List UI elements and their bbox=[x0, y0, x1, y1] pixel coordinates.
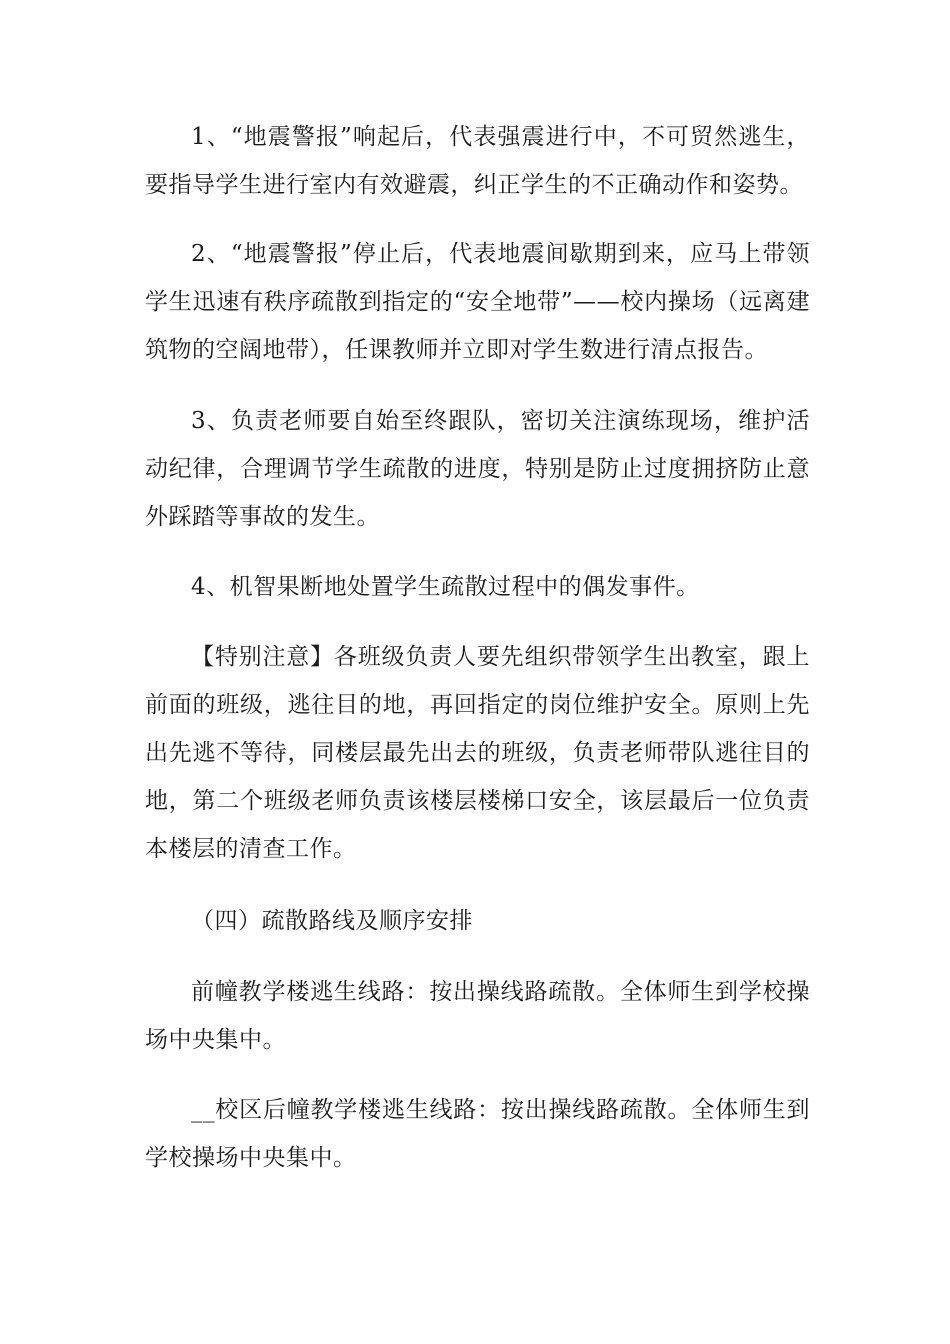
paragraph-rear-building-route: __校区后幢教学楼逃生线路：按出操线路疏散。全体师生到学校操场中央集中。 bbox=[145, 1097, 810, 1171]
paragraph-special-attention: 【特别注意】各班级负责人要先组织带领学生出教室，跟上前面的班级，逃往目的地，再回指定的岗位维护安全。原则上先出先逃不等待，同楼层最先出去的班级，负责老师带队逃往目的地，第二个班级老师负责该楼层楼梯口安全，该层最后一位负责本楼层的清查工作。 bbox=[145, 644, 810, 862]
paragraph-teacher-responsibility: 3、负责老师要自始至终跟队，密切关注演练现场，维护活动纪律，合理调节学生疏散的进度，特别是防止过度拥挤防止意外踩踏等事故的发生。 bbox=[145, 408, 810, 530]
paragraph-front-building-route: 前幢教学楼逃生线路：按出操线路疏散。全体师生到学校操场中央集中。 bbox=[145, 979, 810, 1053]
paragraph-earthquake-alarm-sounding: 1、“地震警报”响起后，代表强震进行中，不可贸然逃生，要指导学生进行室内有效避震，纠正学生的不正确动作和姿势。 bbox=[145, 124, 810, 198]
section-heading-evacuation-routes: （四）疏散路线及顺序安排 bbox=[191, 908, 473, 934]
paragraph-earthquake-alarm-stopped: 2、“地震警报”停止后，代表地震间歇期到来，应马上带领学生迅速有秩序疏散到指定的“安全地带”——校内操场（远离建筑物的空阔地带），任课教师并立即对学生数进行清点报告。 bbox=[145, 241, 810, 363]
paragraph-emergency-handling: 4、机智果断地处置学生疏散过程中的偶发事件。 bbox=[191, 574, 700, 600]
